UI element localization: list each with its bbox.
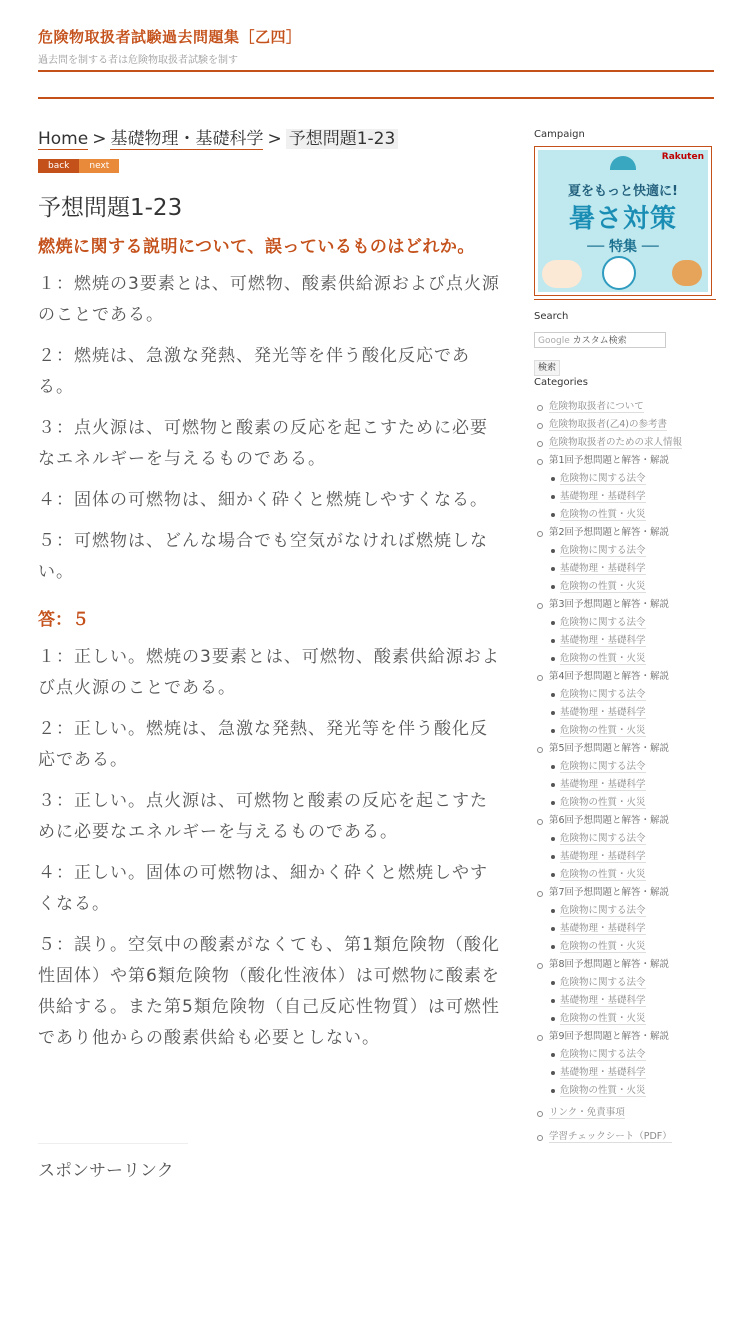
- list-item: [549, 1010, 716, 1028]
- back-button[interactable]: back: [38, 159, 79, 173]
- site-title[interactable]: 危険物取扱者試験過去問題集［乙四］: [38, 28, 302, 46]
- sub-link[interactable]: 危険物の性質・火災: [560, 581, 646, 592]
- list-item: [534, 524, 716, 596]
- sub-link[interactable]: 危険物に関する法令: [560, 977, 646, 988]
- category-link[interactable]: 危険物取扱者について: [549, 401, 644, 412]
- list-item: [534, 416, 716, 434]
- sub-link[interactable]: 基礎物理・基礎科学: [560, 707, 646, 718]
- list-item: [534, 884, 716, 956]
- list-item: [549, 704, 716, 722]
- categories-heading: Categories: [534, 377, 588, 388]
- banner-divider: [534, 299, 716, 300]
- list-item: [549, 920, 716, 938]
- list-item: [549, 1064, 716, 1082]
- list-item: [549, 1046, 716, 1064]
- sub-link[interactable]: 危険物の性質・火災: [560, 509, 646, 520]
- category-link[interactable]: 危険物取扱者のための求人情報: [549, 437, 683, 448]
- sub-link[interactable]: 基礎物理・基礎科学: [560, 779, 646, 790]
- list-item: [534, 596, 716, 668]
- person-illustration: [542, 260, 582, 288]
- checksheet-pdf-link[interactable]: 学習チェックシート（PDF）: [549, 1131, 672, 1142]
- list-item: [549, 488, 716, 506]
- sub-link[interactable]: 危険物の性質・火災: [560, 653, 646, 664]
- round-label[interactable]: 第7回予想問題と解答・解説: [549, 887, 670, 898]
- round-label[interactable]: 第5回予想問題と解答・解説: [549, 743, 670, 754]
- list-item: [549, 992, 716, 1010]
- banner-headline: 暑さ対策: [568, 204, 677, 234]
- ad-divider: [38, 1143, 188, 1144]
- answer-option: １：燃焼の3要素とは、可燃物、酸素供給源および点火源のことである。: [38, 274, 500, 325]
- answer-option: ３：点火源は、可燃物と酸素の反応を起こすために必要なエネルギーを与えるものである。: [38, 418, 488, 469]
- round-label[interactable]: 第1回予想問題と解答・解説: [549, 455, 670, 466]
- google-logo: Google: [538, 336, 570, 346]
- list-item: [549, 938, 716, 956]
- list-item: [534, 740, 716, 812]
- banner-image: [538, 150, 708, 292]
- answer-option: ５：可燃物は、どんな場合でも空気がなければ燃焼しない。: [38, 531, 488, 582]
- sub-link[interactable]: 基礎物理・基礎科学: [560, 635, 646, 646]
- explanation: ２：正しい。燃焼は、急激な発熱、発光等を伴う酸化反応である。: [38, 719, 488, 770]
- nav-divider: [38, 97, 714, 99]
- answer-option: ４：固体の可燃物は、細かく砕くと燃焼しやすくなる。: [38, 490, 488, 510]
- sub-link[interactable]: 危険物に関する法令: [560, 1049, 646, 1060]
- sub-link[interactable]: 基礎物理・基礎科学: [560, 923, 646, 934]
- sub-list: [549, 542, 716, 596]
- sub-list: [549, 902, 716, 956]
- sub-list: [549, 830, 716, 884]
- search-button[interactable]: 検索: [534, 360, 560, 376]
- explanation: ３：正しい。点火源は、可燃物と酸素の反応を起こすために必要なエネルギーを与えるものである。: [38, 791, 488, 842]
- sub-link[interactable]: 危険物の性質・火災: [560, 797, 646, 808]
- sub-link[interactable]: 危険物の性質・火災: [560, 1085, 646, 1096]
- sub-link[interactable]: 危険物に関する法令: [560, 473, 646, 484]
- list-item: [549, 722, 716, 740]
- list-item: [549, 686, 716, 704]
- sun-icon: [610, 156, 636, 170]
- list-item: [534, 434, 716, 452]
- list-item: [549, 866, 716, 884]
- campaign-heading: Campaign: [534, 129, 585, 140]
- search-heading: Search: [534, 311, 569, 322]
- list-item: [549, 632, 716, 650]
- rakuten-logo: Rakuten: [661, 152, 704, 162]
- list-item: [534, 1104, 716, 1122]
- sub-list: [549, 470, 716, 524]
- explanation: １：正しい。燃焼の3要素とは、可燃物、酸素供給源および点火源のことである。: [38, 647, 500, 698]
- list-item: [534, 668, 716, 740]
- sub-list: [549, 686, 716, 740]
- explanation: ５：誤り。空気中の酸素がなくても、第1類危険物（酸化性固体）や第6類危険物（酸化性液体）は可燃物に酸素を供給する。また第5類危険物（自己反応性物質）は可燃性であり他からの酸素供給も必要としない。: [38, 935, 500, 1048]
- search-placeholder: カスタム検索: [572, 336, 627, 346]
- round-label[interactable]: 第4回予想問題と解答・解説: [549, 671, 670, 682]
- banner-subhead: ── 特集 ──: [587, 239, 659, 255]
- list-item: [549, 506, 716, 524]
- bear-icon: [602, 256, 636, 290]
- list-item: [549, 542, 716, 560]
- links-disclaimer-link[interactable]: リンク・免責事項: [549, 1107, 625, 1118]
- list-item: [549, 902, 716, 920]
- list-item: [534, 452, 716, 524]
- header-divider: [38, 70, 714, 72]
- list-item: [549, 1082, 716, 1100]
- sub-link[interactable]: 危険物の性質・火災: [560, 725, 646, 736]
- breadcrumb-home-link[interactable]: Home: [38, 129, 89, 149]
- list-item: [549, 650, 716, 668]
- sub-link[interactable]: 危険物に関する法令: [560, 761, 646, 772]
- round-label[interactable]: 第3回予想問題と解答・解説: [549, 599, 670, 610]
- sub-link[interactable]: 危険物に関する法令: [560, 617, 646, 628]
- list-item: [549, 974, 716, 992]
- sub-list: [549, 758, 716, 812]
- site-description: 過去問を制する者は危険物取扱者試験を制す: [38, 55, 238, 66]
- list-item: [549, 614, 716, 632]
- sub-link[interactable]: 危険物の性質・火災: [560, 941, 646, 952]
- breadcrumb-current: 予想問題1-23: [286, 129, 399, 149]
- list-item: [534, 956, 716, 1028]
- sub-link[interactable]: 危険物に関する法令: [560, 833, 646, 844]
- list-item: [549, 830, 716, 848]
- list-item: [534, 1028, 716, 1100]
- category-list: [534, 398, 716, 1146]
- sub-link[interactable]: 危険物に関する法令: [560, 545, 646, 556]
- sub-list: [549, 614, 716, 668]
- explanation: ４：正しい。固体の可燃物は、細かく砕くと燃焼しやすくなる。: [38, 863, 488, 914]
- question-text: 燃焼に関する説明について、誤っているものはどれか。: [38, 237, 475, 257]
- list-item: [549, 758, 716, 776]
- sub-link[interactable]: 基礎物理・基礎科学: [560, 491, 646, 502]
- list-item: [549, 578, 716, 596]
- sub-link[interactable]: 基礎物理・基礎科学: [560, 1067, 646, 1078]
- sub-link[interactable]: 基礎物理・基礎科学: [560, 995, 646, 1006]
- breadcrumb-separator: >: [92, 129, 107, 149]
- breadcrumb: [38, 128, 500, 150]
- correct-answer: 答：５: [38, 610, 89, 630]
- list-item: [534, 398, 716, 416]
- list-item: [549, 470, 716, 488]
- round-label[interactable]: 第6回予想問題と解答・解説: [549, 815, 670, 826]
- sub-link[interactable]: 基礎物理・基礎科学: [560, 851, 646, 862]
- list-item: [549, 794, 716, 812]
- campaign-banner[interactable]: [534, 146, 712, 296]
- banner-tagline: 夏をもっと快適に!: [568, 184, 678, 199]
- round-label[interactable]: 第8回予想問題と解答・解説: [549, 959, 670, 970]
- round-label[interactable]: 第2回予想問題と解答・解説: [549, 527, 670, 538]
- sub-link[interactable]: 危険物に関する法令: [560, 689, 646, 700]
- dog-icon: [672, 260, 702, 286]
- list-item: [534, 812, 716, 884]
- category-link[interactable]: 危険物取扱者(乙4)の参考書: [549, 419, 667, 430]
- sub-link[interactable]: 危険物の性質・火災: [560, 1013, 646, 1024]
- search-input[interactable]: [534, 332, 666, 348]
- sub-link[interactable]: 基礎物理・基礎科学: [560, 563, 646, 574]
- main-content: [38, 128, 500, 1054]
- list-item: [534, 1128, 716, 1146]
- sub-list: [549, 974, 716, 1028]
- breadcrumb-separator: >: [267, 129, 282, 149]
- list-item: [549, 560, 716, 578]
- list-item: [549, 848, 716, 866]
- sponsor-label: スポンサーリンク: [38, 1161, 174, 1181]
- page-title: 予想問題1-23: [38, 195, 183, 221]
- sub-link[interactable]: 危険物に関する法令: [560, 905, 646, 916]
- sub-list: [549, 1046, 716, 1100]
- next-button[interactable]: next: [79, 159, 119, 173]
- breadcrumb-category-link[interactable]: 基礎物理・基礎科学: [110, 129, 264, 149]
- list-item: [549, 776, 716, 794]
- sidebar: [534, 128, 716, 1146]
- pager: [38, 159, 500, 173]
- round-label[interactable]: 第9回予想問題と解答・解説: [549, 1031, 670, 1042]
- sub-link[interactable]: 危険物の性質・火災: [560, 869, 646, 880]
- answer-option: ２：燃焼は、急激な発熱、発光等を伴う酸化反応である。: [38, 346, 470, 397]
